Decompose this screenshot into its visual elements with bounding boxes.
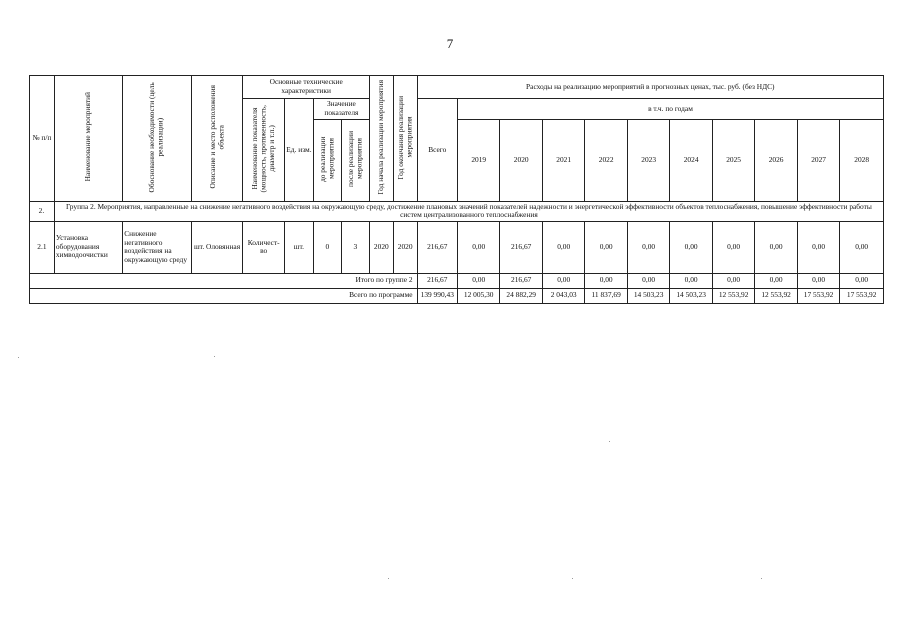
group-total-year: 0,00	[457, 273, 499, 288]
header-year: 2026	[755, 120, 797, 202]
header-year: 2025	[712, 120, 754, 202]
group-total-year: 0,00	[840, 273, 884, 288]
header-by-years: в т.ч. по годам	[457, 99, 883, 120]
header-value-before: до реализации мероприятия	[313, 120, 341, 202]
header-year-end: Год окончания реализации мероприятия	[393, 76, 417, 202]
group-total-value: 216,67	[417, 273, 457, 288]
header-num: № п/п	[30, 76, 55, 202]
page-number: 7	[446, 36, 454, 51]
group-num: 2.	[30, 201, 55, 221]
header-value-after: после реализации мероприятия	[341, 120, 369, 202]
scan-speck	[388, 578, 389, 579]
header-year: 2021	[542, 120, 584, 202]
row-description: шт. Оловянная	[191, 221, 243, 273]
expenses-table	[29, 75, 884, 304]
row-year-value: 216,67	[500, 221, 542, 273]
program-total-year: 12 553,92	[755, 288, 797, 303]
row-value-before: 0	[313, 221, 341, 273]
header-indicator-name: Наименование показателя (мощность, протяженность, диаметр и т.п.)	[243, 99, 284, 202]
row-year-value: 0,00	[542, 221, 584, 273]
header-year: 2024	[670, 120, 712, 202]
program-total-year: 17 553,92	[797, 288, 839, 303]
group-title: Группа 2. Мероприятия, направленные на снижение негативного воздействия на окружающую среду, достижение плановых значений показателей надежности и энергетической эффективности объектов теплоснабжения, повышение эффективности работы систем централизованного теплоснабжения	[54, 201, 883, 221]
program-total-year: 24 882,29	[500, 288, 542, 303]
header-justification: Обоснование необходимости (цель реализации)	[123, 76, 191, 202]
group-total-row	[30, 273, 884, 288]
header-value-group: Значение показателя	[313, 99, 369, 120]
row-year-value: 0,00	[670, 221, 712, 273]
scan-speck	[572, 578, 573, 579]
scan-speck	[214, 356, 215, 357]
row-justification: Снижение негативного воздействия на окружающую среду	[123, 221, 191, 273]
row-year-value: 0,00	[840, 221, 884, 273]
program-total-year: 14 503,23	[670, 288, 712, 303]
group-total-year: 0,00	[797, 273, 839, 288]
header-unit: Ед. изм.	[284, 99, 313, 202]
group-total-label: Итого по группе 2	[30, 273, 418, 288]
header-tech-group: Основные технические характеристики	[243, 76, 369, 99]
header-description: Описание и место расположения объекта	[191, 76, 243, 202]
header-year: 2028	[840, 120, 884, 202]
header-year-start: Год начала реализации мероприятия	[369, 76, 393, 202]
program-total-row	[30, 288, 884, 303]
row-num: 2.1	[30, 221, 55, 273]
program-total-year: 17 553,92	[840, 288, 884, 303]
row-year-end: 2020	[393, 221, 417, 273]
row-year-value: 0,00	[712, 221, 754, 273]
group-total-year: 0,00	[755, 273, 797, 288]
header-year: 2027	[797, 120, 839, 202]
row-year-value: 0,00	[797, 221, 839, 273]
group-total-year: 0,00	[627, 273, 669, 288]
row-year-start: 2020	[369, 221, 393, 273]
header-total: Всего	[417, 99, 457, 202]
program-total-year: 12 553,92	[712, 288, 754, 303]
scan-speck	[761, 578, 762, 579]
program-total-year: 12 005,30	[457, 288, 499, 303]
row-total: 216,67	[417, 221, 457, 273]
program-total-year: 14 503,23	[627, 288, 669, 303]
row-value-after: 3	[341, 221, 369, 273]
row-year-value: 0,00	[627, 221, 669, 273]
header-year: 2022	[585, 120, 627, 202]
row-indicator: Количест-во	[243, 221, 284, 273]
row-name: Установка оборудования химводоочистки	[54, 221, 122, 273]
program-total-label: Всего по программе	[30, 288, 418, 303]
row-year-value: 0,00	[755, 221, 797, 273]
group-total-year: 0,00	[585, 273, 627, 288]
row-unit: шт.	[284, 221, 313, 273]
group-total-year: 216,67	[500, 273, 542, 288]
group-total-year: 0,00	[712, 273, 754, 288]
row-year-value: 0,00	[457, 221, 499, 273]
header-expenses: Расходы на реализацию мероприятий в прогнозных ценах, тыс. руб. (без НДС)	[417, 76, 883, 99]
program-total-year: 11 837,69	[585, 288, 627, 303]
header-year: 2020	[500, 120, 542, 202]
program-total-year: 2 043,03	[542, 288, 584, 303]
group-total-year: 0,00	[670, 273, 712, 288]
program-total-value: 139 990,43	[417, 288, 457, 303]
header-name: Наименование мероприятий	[54, 76, 122, 202]
header-year: 2023	[627, 120, 669, 202]
header-year: 2019	[457, 120, 499, 202]
group-total-year: 0,00	[542, 273, 584, 288]
scan-speck	[18, 357, 19, 358]
scan-speck	[609, 441, 610, 442]
row-year-value: 0,00	[585, 221, 627, 273]
table-row	[30, 221, 884, 273]
group-row	[30, 201, 884, 221]
